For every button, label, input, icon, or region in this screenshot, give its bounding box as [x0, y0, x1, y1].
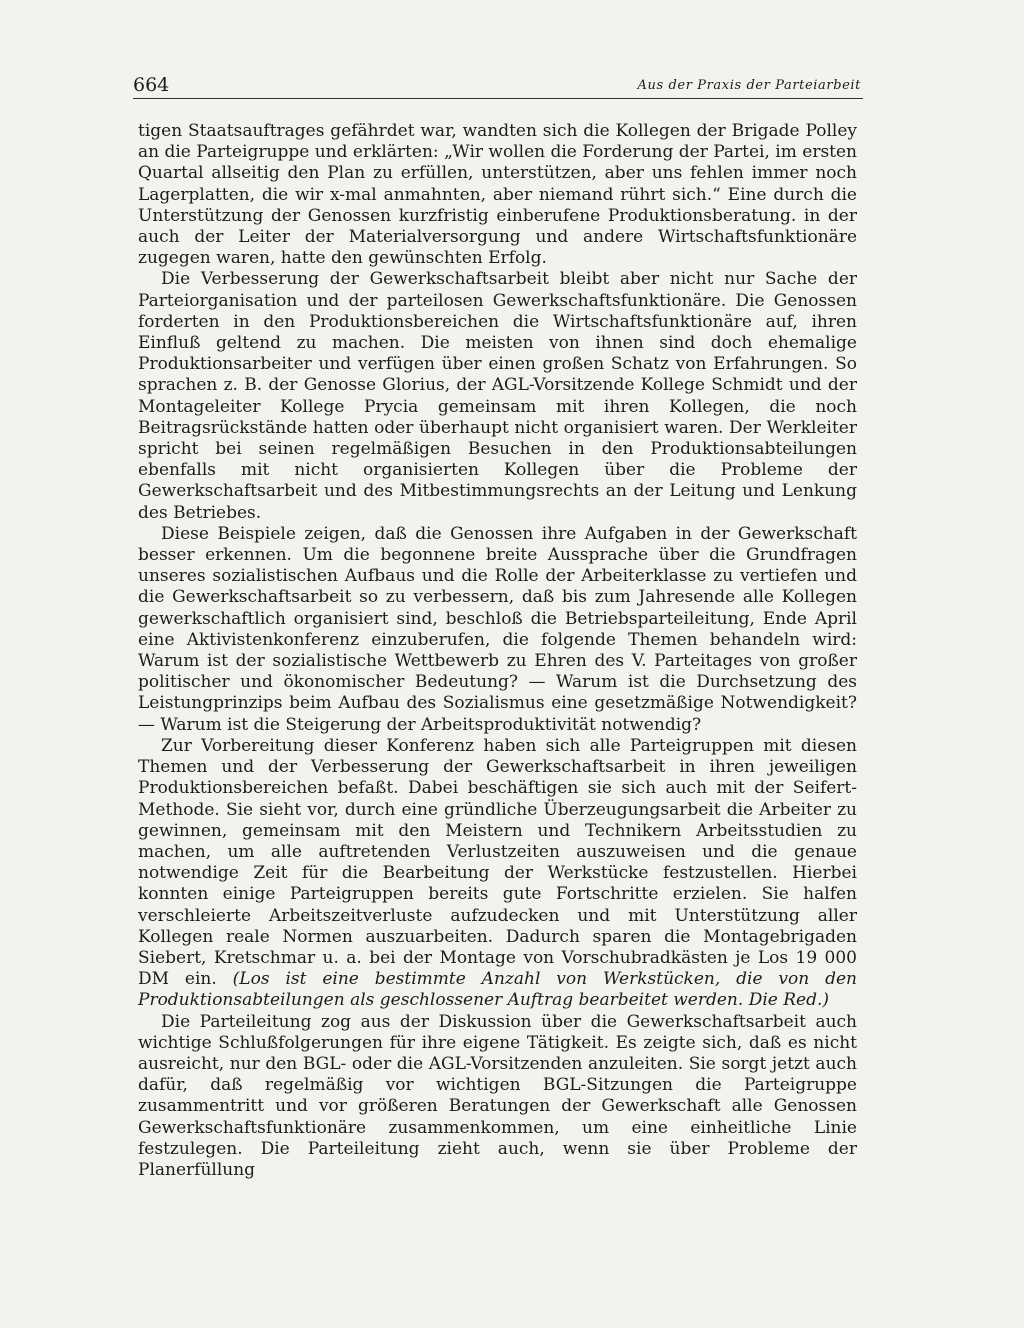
page-header: [133, 72, 863, 99]
paragraph-1: tigen Staatsauftrages gefährdet war, wandten sich die Kollegen der Brigade Polley an die Parteigruppe und erklärten: „Wir wollen die Forderung der Partei, im ersten Quartal allseitig den Plan zu erfüllen, unterstützen, aber uns fehlen immer noch Lagerplatten, die wir x-mal anmahnten, aber niemand rührt sich.“ Eine durch die Unterstützung der Genossen kurzfristig einberufene Produktionsberatung. in der auch der Leiter der Materialversorgung und andere Wirtschaftsfunktionäre zugegen waren, hatte den gewünschten Erfolg.: [138, 121, 858, 269]
paragraph-4-text: Zur Vorbereitung dieser Konferenz haben sich alle Parteigruppen mit diesen Themen und der Verbesserung der Gewerkschaftsarbeit in ihren jeweiligen Produktionsbereichen befaßt. Dabei beschäftigen sie sich auch mit der Seifert-Methode. Sie sieht vor, durch eine gründliche Überzeugungsarbeit die Arbeiter zu gewinnen, gemeinsam mit den Meistern und Technikern Arbeitsstudien zu machen, um alle auftretenden Verlustzeiten auszuweisen und die genaue notwendige Zeit für die Bearbeitung der Werkstücke festzustellen. Hierbei konnten einige Parteigruppen bereits gute Fortschritte erzielen. Sie halfen verschleierte Arbeitszeitverluste aufzudecken und mit Unterstützung aller Kollegen reale Normen auszuarbeiten. Dadurch sparen die Montagebrigaden Siebert, Kretschmar u. a. bei der Montage von Vorschubradkästen je Los 19 000 DM ein.: [138, 735, 857, 990]
body-text: [138, 121, 857, 1181]
paragraph-5: Die Parteileitung zog aus der Diskussion über die Gewerkschaftsarbeit auch wichtige Schlußfolgerungen für ihre eigene Tätigkeit. Es zeigte sich, daß es nicht ausreicht, nur den BGL- oder die AGL-Vorsitzenden anzuleiten. Sie sorgt jetzt auch dafür, daß regelmäßig vor wichtigen BGL-Sitzungen die Parteigruppe zusammentritt und vor größeren Beratungen der Gewerkschaft alle Genossen Gewerkschaftsfunktionäre zusammenkommen, um eine einheitliche Linie festzulegen. Die Parteileitung zieht auch, wenn sie über Probleme der Planerfüllung: [138, 1011, 857, 1180]
paragraph-3: Diese Beispiele zeigen, daß die Genossen ihre Aufgaben in der Gewerkschaft besser erkennen. Um die begonnene breite Aussprache über die Grundfragen unseres sozialistischen Aufbaus und die Rolle der Arbeiterklasse zu vertiefen und die Gewerkschaftsarbeit so zu verbessern, daß bis zum Jahresende alle Kollegen gewerkschaftlich organisiert sind, beschloß die Betriebsparteileitung, Ende April eine Aktivistenkonferenz einzuberufen, die folgende Themen behandeln wird: Warum ist der sozialistische Wettbewerb zu Ehren des V. Parteitages von großer politischer und ökonomischer Bedeutung? — Warum ist die Durchsetzung des Leistungprinzips beim Aufbau des Sozialismus eine gesetzmäßige Notwendigkeit? — Warum ist die Steigerung der Arbeitsproduktivität notwendig?: [138, 523, 857, 735]
running-title: Aus der Praxis der Parteiarbeit: [637, 78, 861, 93]
page-number: 664: [133, 74, 170, 96]
paragraph-2: Die Verbesserung der Gewerkschaftsarbeit bleibt aber nicht nur Sache der Parteiorganisation und der parteilosen Gewerkschaftsfunktionäre. Die Genossen forderten in den Produktionsbereichen die Wirtschaftsfunktionäre auf, ihren Einfluß geltend zu machen. Die meisten von ihnen sind doch ehemalige Produktionsarbeiter und verfügen über einen großen Schatz von Erfahrungen. So sprachen z. B. der Genosse Glorius, der AGL-Vorsitzende Kollege Schmidt und der Montageleiter Kollege Prycia gemeinsam mit ihren Kollegen, die noch Beitragsrückstände hatten oder überhaupt nicht organisiert waren. Der Werkleiter spricht bei seinen regelmäßigen Besuchen in den Produktionsabteilungen ebenfalls mit nicht organisierten Kollegen über die Probleme der Gewerkschaftsarbeit und des Mitbestimmungsrechts an der Leitung und Lenkung des Betriebes.: [138, 269, 857, 523]
editorial-note: (Los ist eine bestimmte Anzahl von Werkstücken, die von den Produktionsabteilungen als geschlossener Auftrag bearbeitet werden. Die Red.): [138, 969, 857, 1011]
paragraph-4: [138, 736, 857, 1012]
